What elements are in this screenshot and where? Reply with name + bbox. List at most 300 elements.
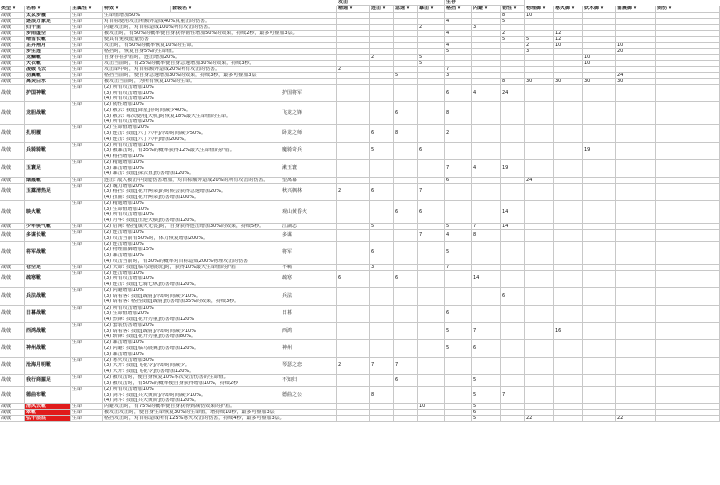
cell-stat-11[interactable] [656, 271, 720, 288]
cell-set[interactable]: 秋兴枫林 [281, 184, 337, 201]
cell-stat-10[interactable]: 24 [616, 73, 656, 79]
cell-attr[interactable]: 生命 [71, 178, 103, 184]
header-col-0[interactable]: 类型 ▾ [0, 6, 25, 13]
cell-name[interactable]: 逐浪万象足 [25, 19, 71, 25]
cell-name[interactable]: 天衣靴 [25, 61, 71, 67]
cell-attr[interactable]: 生命 [71, 73, 103, 79]
cell-name[interactable]: 晴雪长靴 [25, 37, 71, 43]
cell-attr[interactable]: 生命 [71, 340, 103, 357]
cell-set[interactable]: 不知归 [281, 375, 337, 387]
cell-stat-0[interactable] [337, 323, 370, 340]
cell-type[interactable]: 战戟 [0, 265, 25, 271]
cell-stat-10[interactable] [616, 102, 656, 125]
cell-stat-7[interactable]: 2 [525, 43, 554, 49]
cell-name[interactable]: 龙胆战靴 [25, 102, 71, 125]
cell-stat-7[interactable] [525, 306, 554, 323]
cell-stat-2[interactable]: 6 [394, 201, 418, 224]
cell-stat-1[interactable]: 6 [370, 242, 394, 265]
cell-stat-0[interactable] [337, 143, 370, 160]
cell-stat-6[interactable] [501, 340, 525, 357]
cell-stat-8[interactable] [554, 271, 583, 288]
cell-stat-6[interactable]: 5 [501, 37, 525, 43]
cell-stat-2[interactable]: 8 [394, 125, 418, 142]
cell-name[interactable]: 羽翼靴 [25, 73, 71, 79]
cell-stat-9[interactable] [583, 358, 616, 375]
cell-type[interactable]: 战戟 [0, 125, 25, 142]
cell-type[interactable]: 战戟 [0, 375, 25, 387]
cell-stat-9[interactable] [583, 230, 616, 242]
cell-stat-5[interactable]: 8 [472, 230, 501, 242]
cell-attr[interactable]: 生命 [71, 143, 103, 160]
cell-stat-7[interactable]: 10 [525, 13, 554, 19]
cell-stat-8[interactable] [554, 358, 583, 375]
cell-stat-10[interactable] [616, 160, 656, 177]
cell-attr[interactable]: 生命 [71, 125, 103, 142]
cell-stat-8[interactable] [554, 230, 583, 242]
cell-stat-6[interactable] [501, 306, 525, 323]
cell-attr[interactable]: 生命 [71, 61, 103, 67]
cell-stat-6[interactable]: 6 [501, 288, 525, 305]
cell-stat-4[interactable]: 5 [445, 242, 472, 265]
cell-type[interactable]: 战戟 [0, 224, 25, 230]
cell-stat-10[interactable] [616, 271, 656, 288]
cell-attr[interactable]: 生命 [71, 13, 103, 19]
cell-type[interactable]: 战戟 [0, 242, 25, 265]
cell-attr[interactable]: 生命 [71, 323, 103, 340]
header-col-16[interactable]: 剑伤 ▾ [656, 6, 720, 13]
cell-stat-5[interactable]: 6 [472, 340, 501, 357]
cell-set[interactable]: 漱玉寰 [281, 160, 337, 177]
cell-set[interactable]: 不羁 [281, 265, 337, 271]
cell-name[interactable]: 龙鳞靴 [25, 55, 71, 61]
cell-stat-10[interactable] [616, 288, 656, 305]
cell-attr[interactable]: 生命 [71, 404, 103, 410]
cell-set[interactable]: 魔骑奇兵 [281, 143, 337, 160]
cell-name[interactable]: 兵骑骑靴 [25, 143, 71, 160]
cell-stat-7[interactable] [525, 387, 554, 404]
cell-set[interactable]: 多谋 [281, 230, 337, 242]
cell-stat-7[interactable] [525, 375, 554, 387]
cell-name[interactable]: 翠靴 [25, 410, 71, 416]
cell-stat-9[interactable] [583, 160, 616, 177]
cell-stat-4[interactable] [445, 288, 472, 305]
cell-stat-2[interactable]: 7 [394, 358, 418, 375]
cell-stat-0[interactable] [337, 416, 370, 422]
cell-type[interactable]: 战戟 [0, 410, 25, 416]
cell-stat-0[interactable] [337, 306, 370, 323]
cell-stat-3[interactable] [418, 375, 445, 387]
cell-stat-5[interactable]: 6 [472, 410, 501, 416]
cell-attr[interactable]: 生命 [71, 67, 103, 73]
cell-stat-9[interactable]: 30 [583, 79, 616, 85]
cell-type[interactable]: 战戟 [0, 230, 25, 242]
cell-attr[interactable]: 生命 [71, 79, 103, 85]
cell-stat-3[interactable]: 6 [418, 201, 445, 224]
cell-stat-4[interactable] [445, 416, 472, 422]
cell-attr[interactable]: 生命 [71, 55, 103, 61]
cell-stat-9[interactable]: 10 [583, 55, 616, 61]
cell-stat-8[interactable]: 10 [554, 43, 583, 49]
header-col-13[interactable]: 寒火御 ▾ [554, 6, 583, 13]
cell-attr[interactable]: 生命 [71, 43, 103, 49]
cell-stat-9[interactable] [583, 323, 616, 340]
cell-stat-4[interactable] [445, 387, 472, 404]
cell-stat-4[interactable]: 5 [445, 340, 472, 357]
cell-attr[interactable]: 生命 [71, 230, 103, 242]
cell-stat-6[interactable]: 24 [501, 85, 525, 102]
cell-stat-8[interactable] [554, 160, 583, 177]
cell-stat-11[interactable] [656, 387, 720, 404]
cell-stat-8[interactable]: 16 [554, 323, 583, 340]
cell-name[interactable]: 少年侠气靴 [25, 224, 71, 230]
cell-stat-3[interactable] [418, 323, 445, 340]
cell-stat-1[interactable]: 6 [370, 184, 394, 201]
cell-type[interactable]: 战戟 [0, 19, 25, 25]
cell-stat-6[interactable] [501, 375, 525, 387]
cell-stat-3[interactable]: 5 [418, 61, 445, 67]
cell-set[interactable] [281, 416, 337, 422]
cell-name[interactable]: 多谋长靴 [25, 230, 71, 242]
cell-attr[interactable]: 生命 [71, 25, 103, 31]
cell-stat-5[interactable]: 4 [472, 160, 501, 177]
header-col-7[interactable]: 急速 ▾ [394, 6, 418, 13]
cell-attr[interactable]: 生命 [71, 49, 103, 55]
cell-stat-0[interactable] [337, 160, 370, 177]
cell-type[interactable]: 战戟 [0, 358, 25, 375]
cell-stat-2[interactable] [394, 416, 418, 422]
cell-attr[interactable]: 生命 [71, 410, 103, 416]
cell-stat-8[interactable] [554, 242, 583, 265]
cell-stat-3[interactable] [418, 242, 445, 265]
cell-stat-11[interactable] [656, 184, 720, 201]
cell-stat-7[interactable] [525, 85, 554, 102]
cell-stat-11[interactable] [656, 242, 720, 265]
cell-set[interactable]: 飞龙之锋 [281, 102, 337, 125]
cell-name[interactable]: 沧海月明靴 [25, 358, 71, 375]
cell-stat-11[interactable] [656, 125, 720, 142]
cell-type[interactable]: 战戟 [0, 184, 25, 201]
cell-stat-10[interactable]: 10 [616, 43, 656, 49]
cell-name[interactable]: 清风云靴 [25, 404, 71, 410]
cell-stat-7[interactable]: 24 [525, 178, 554, 184]
cell-attr[interactable]: 生命 [71, 184, 103, 201]
cell-stat-4[interactable] [445, 201, 472, 224]
cell-stat-3[interactable] [418, 102, 445, 125]
cell-name[interactable]: 凌破飞云 [25, 67, 71, 73]
cell-stat-1[interactable]: 5 [370, 224, 394, 230]
cell-type[interactable]: 战戟 [0, 85, 25, 102]
cell-stat-0[interactable]: 2 [337, 184, 370, 201]
cell-stat-1[interactable]: 5 [370, 143, 394, 160]
cell-stat-2[interactable] [394, 160, 418, 177]
cell-stat-3[interactable]: 6 [418, 143, 445, 160]
cell-stat-0[interactable] [337, 340, 370, 357]
cell-stat-1[interactable] [370, 102, 394, 125]
cell-stat-9[interactable] [583, 306, 616, 323]
cell-stat-10[interactable] [616, 306, 656, 323]
cell-name[interactable]: 离炎白水 [25, 79, 71, 85]
cell-type[interactable]: 战戟 [0, 43, 25, 49]
cell-stat-2[interactable]: 5 [394, 73, 418, 79]
cell-stat-6[interactable] [501, 323, 525, 340]
header-col-1[interactable]: 名称 ▾ [25, 6, 71, 13]
cell-stat-1[interactable] [370, 306, 394, 323]
cell-stat-5[interactable] [472, 201, 501, 224]
cell-type[interactable]: 战戟 [0, 306, 25, 323]
cell-type[interactable]: 战戟 [0, 416, 25, 422]
cell-set[interactable]: 将军 [281, 242, 337, 265]
cell-stat-0[interactable]: 6 [337, 271, 370, 288]
cell-stat-11[interactable] [656, 230, 720, 242]
cell-stat-11[interactable] [656, 143, 720, 160]
cell-stat-1[interactable] [370, 323, 394, 340]
cell-set[interactable]: 江湖志 [281, 224, 337, 230]
cell-stat-1[interactable] [370, 230, 394, 242]
header-col-14[interactable]: 妖木御 ▾ [583, 6, 616, 13]
cell-type[interactable]: 战戟 [0, 271, 25, 288]
cell-stat-10[interactable]: 22 [616, 416, 656, 422]
cell-stat-11[interactable] [656, 160, 720, 177]
cell-stat-4[interactable]: 5 [445, 224, 472, 230]
cell-stat-6[interactable] [501, 271, 525, 288]
cell-stat-5[interactable]: 4 [472, 85, 501, 102]
cell-stat-8[interactable] [554, 340, 583, 357]
cell-attr[interactable]: 生命 [71, 271, 103, 288]
cell-stat-2[interactable] [394, 306, 418, 323]
cell-stat-2[interactable] [394, 340, 418, 357]
cell-stat-1[interactable] [370, 416, 394, 422]
header-col-15[interactable]: 雷震御 ▾ [616, 6, 656, 13]
cell-stat-4[interactable]: 4 [445, 43, 472, 49]
header-col-10[interactable]: 闪避 ▾ [472, 6, 501, 13]
cell-stat-6[interactable]: 5 [501, 19, 525, 25]
header-col-5[interactable]: 精通 ▾ [337, 6, 370, 13]
cell-attr[interactable]: 生命 [71, 224, 103, 230]
cell-stat-3[interactable]: 7 [418, 184, 445, 201]
cell-stat-6[interactable] [501, 242, 525, 265]
cell-attr[interactable]: 生命 [71, 387, 103, 404]
cell-stat-9[interactable] [583, 416, 616, 422]
cell-name[interactable]: 步生莲 [25, 49, 71, 55]
cell-stat-9[interactable] [583, 242, 616, 265]
cell-stat-3[interactable] [418, 340, 445, 357]
cell-type[interactable]: 战戟 [0, 73, 25, 79]
cell-stat-7[interactable] [525, 125, 554, 142]
cell-name[interactable]: 德曲布靴 [25, 387, 71, 404]
cell-stat-11[interactable] [656, 201, 720, 224]
cell-stat-4[interactable]: 6 [445, 85, 472, 102]
cell-stat-2[interactable] [394, 323, 418, 340]
cell-stat-10[interactable] [616, 230, 656, 242]
cell-type[interactable]: 战戟 [0, 13, 25, 19]
cell-stat-8[interactable] [554, 416, 583, 422]
cell-stat-11[interactable] [656, 358, 720, 375]
cell-stat-6[interactable]: 19 [501, 160, 525, 177]
cell-stat-11[interactable] [656, 416, 720, 422]
cell-stat-4[interactable]: 7 [445, 265, 472, 271]
cell-type[interactable]: 战戟 [0, 387, 25, 404]
cell-stat-9[interactable] [583, 201, 616, 224]
cell-stat-4[interactable]: 4 [445, 19, 472, 25]
cell-stat-10[interactable] [616, 323, 656, 340]
cell-name[interactable]: 西鸿战靴 [25, 323, 71, 340]
cell-stat-11[interactable] [656, 288, 720, 305]
cell-stat-2[interactable] [394, 143, 418, 160]
cell-stat-0[interactable] [337, 125, 370, 142]
cell-stat-4[interactable] [445, 271, 472, 288]
cell-stat-5[interactable]: 5 [472, 375, 501, 387]
header-col-8[interactable]: 暴击 ▾ [418, 6, 445, 13]
cell-stat-11[interactable] [656, 102, 720, 125]
cell-stat-7[interactable] [525, 160, 554, 177]
cell-stat-0[interactable]: 2 [337, 358, 370, 375]
cell-stat-9[interactable] [583, 387, 616, 404]
cell-type[interactable]: 战戟 [0, 55, 25, 61]
cell-stat-2[interactable] [394, 242, 418, 265]
cell-stat-4[interactable]: 7 [445, 67, 472, 73]
cell-stat-3[interactable] [418, 271, 445, 288]
cell-stat-8[interactable] [554, 201, 583, 224]
cell-stat-10[interactable] [616, 387, 656, 404]
cell-name[interactable]: 玉露清热足 [25, 184, 71, 201]
cell-type[interactable]: 战戟 [0, 288, 25, 305]
cell-attr[interactable]: 生命 [71, 37, 103, 43]
cell-stat-10[interactable] [616, 85, 656, 102]
cell-stat-4[interactable]: 4 [445, 31, 472, 37]
cell-stat-2[interactable] [394, 230, 418, 242]
cell-stat-2[interactable]: 6 [394, 271, 418, 288]
cell-stat-6[interactable]: 8 [501, 79, 525, 85]
cell-stat-1[interactable] [370, 201, 394, 224]
cell-stat-7[interactable] [525, 271, 554, 288]
cell-set[interactable]: 卧龙之师 [281, 125, 337, 142]
cell-stat-2[interactable]: 6 [394, 102, 418, 125]
cell-stat-11[interactable] [656, 306, 720, 323]
cell-stat-5[interactable] [472, 242, 501, 265]
cell-attr[interactable]: 生命 [71, 288, 103, 305]
cell-type[interactable]: 战戟 [0, 201, 25, 224]
cell-stat-11[interactable] [656, 323, 720, 340]
cell-type[interactable]: 战戟 [0, 323, 25, 340]
cell-stat-6[interactable] [501, 230, 525, 242]
cell-stat-10[interactable]: 20 [616, 49, 656, 55]
cell-stat-0[interactable] [337, 85, 370, 102]
cell-stat-8[interactable]: 12 [554, 31, 583, 37]
cell-stat-5[interactable]: 7 [472, 224, 501, 230]
cell-stat-8[interactable] [554, 306, 583, 323]
cell-stat-3[interactable] [418, 85, 445, 102]
cell-stat-7[interactable]: 3 [525, 49, 554, 55]
cell-stat-7[interactable] [525, 184, 554, 201]
cell-name[interactable]: 日暮战靴 [25, 306, 71, 323]
cell-name[interactable]: 归千里 [25, 25, 71, 31]
cell-set[interactable]: 望离幕 [281, 178, 337, 184]
cell-stat-10[interactable] [616, 184, 656, 201]
cell-stat-3[interactable]: 7 [418, 230, 445, 242]
cell-stat-4[interactable]: 8 [445, 102, 472, 125]
cell-stat-4[interactable] [445, 143, 472, 160]
cell-set[interactable]: 西鸿 [281, 323, 337, 340]
cell-name[interactable]: 神州战靴 [25, 340, 71, 357]
cell-stat-0[interactable] [337, 201, 370, 224]
cell-stat-7[interactable]: 22 [525, 416, 554, 422]
cell-stat-9[interactable] [583, 102, 616, 125]
cell-attr[interactable]: 生命 [71, 242, 103, 265]
cell-stat-7[interactable] [525, 143, 554, 160]
cell-name[interactable]: 苍空足 [25, 265, 71, 271]
header-col-6[interactable]: 连击 ▾ [370, 6, 394, 13]
cell-stat-3[interactable]: 10 [418, 404, 445, 410]
cell-stat-0[interactable] [337, 102, 370, 125]
cell-stat-4[interactable]: 4 [445, 230, 472, 242]
cell-attr[interactable]: 生命 [71, 416, 103, 422]
cell-stat-8[interactable] [554, 387, 583, 404]
cell-stat-4[interactable]: 3 [445, 73, 472, 79]
cell-stat-3[interactable] [418, 288, 445, 305]
cell-stat-5[interactable] [472, 358, 501, 375]
cell-type[interactable]: 战戟 [0, 37, 25, 43]
cell-stat-0[interactable] [337, 230, 370, 242]
cell-stat-4[interactable]: 7 [445, 160, 472, 177]
cell-stat-4[interactable] [445, 184, 472, 201]
cell-stat-3[interactable] [418, 387, 445, 404]
cell-stat-6[interactable] [501, 358, 525, 375]
cell-stat-6[interactable]: 7 [501, 387, 525, 404]
cell-name[interactable]: 映火靴 [25, 201, 71, 224]
cell-type[interactable]: 战戟 [0, 160, 25, 177]
cell-type[interactable]: 战戟 [0, 178, 25, 184]
cell-name[interactable]: 扎明履 [25, 125, 71, 142]
cell-stat-1[interactable]: 6 [370, 125, 394, 142]
cell-attr[interactable]: 生命 [71, 19, 103, 25]
cell-stat-0[interactable] [337, 242, 370, 265]
header-col-4[interactable]: 套装名 ▾ [171, 6, 337, 13]
cell-type[interactable]: 战戟 [0, 67, 25, 73]
cell-type[interactable]: 战戟 [0, 102, 25, 125]
cell-stat-10[interactable] [616, 340, 656, 357]
cell-set[interactable]: 观山黄昏火 [281, 201, 337, 224]
cell-stat-6[interactable] [501, 416, 525, 422]
cell-stat-4[interactable]: 6 [445, 178, 472, 184]
cell-stat-1[interactable]: 2 [370, 55, 394, 61]
cell-stat-4[interactable]: 2 [445, 125, 472, 142]
header-group-attack[interactable]: 攻击 [337, 0, 445, 6]
cell-stat-8[interactable]: 12 [554, 37, 583, 43]
cell-stat-7[interactable]: 30 [525, 79, 554, 85]
cell-stat-5[interactable] [472, 102, 501, 125]
header-col-3[interactable]: 特效 ▾ [103, 6, 171, 13]
cell-stat-7[interactable] [525, 201, 554, 224]
cell-stat-0[interactable]: 2 [337, 67, 370, 73]
cell-stat-5[interactable]: 5 [472, 387, 501, 404]
cell-type[interactable]: 战戟 [0, 404, 25, 410]
cell-stat-3[interactable] [418, 160, 445, 177]
cell-stat-7[interactable] [525, 242, 554, 265]
cell-type[interactable]: 战戟 [0, 340, 25, 357]
cell-type[interactable]: 战戟 [0, 31, 25, 37]
cell-stat-1[interactable] [370, 271, 394, 288]
cell-stat-5[interactable] [472, 184, 501, 201]
cell-type[interactable]: 战戟 [0, 25, 25, 31]
cell-stat-6[interactable]: 8 [501, 13, 525, 19]
cell-stat-1[interactable] [370, 160, 394, 177]
cell-stat-3[interactable] [418, 306, 445, 323]
cell-stat-6[interactable] [501, 143, 525, 160]
cell-stat-3[interactable]: 2 [418, 25, 445, 31]
cell-stat-9[interactable]: 10 [583, 61, 616, 67]
cell-attr[interactable]: 生命 [71, 102, 103, 125]
cell-stat-8[interactable] [554, 375, 583, 387]
